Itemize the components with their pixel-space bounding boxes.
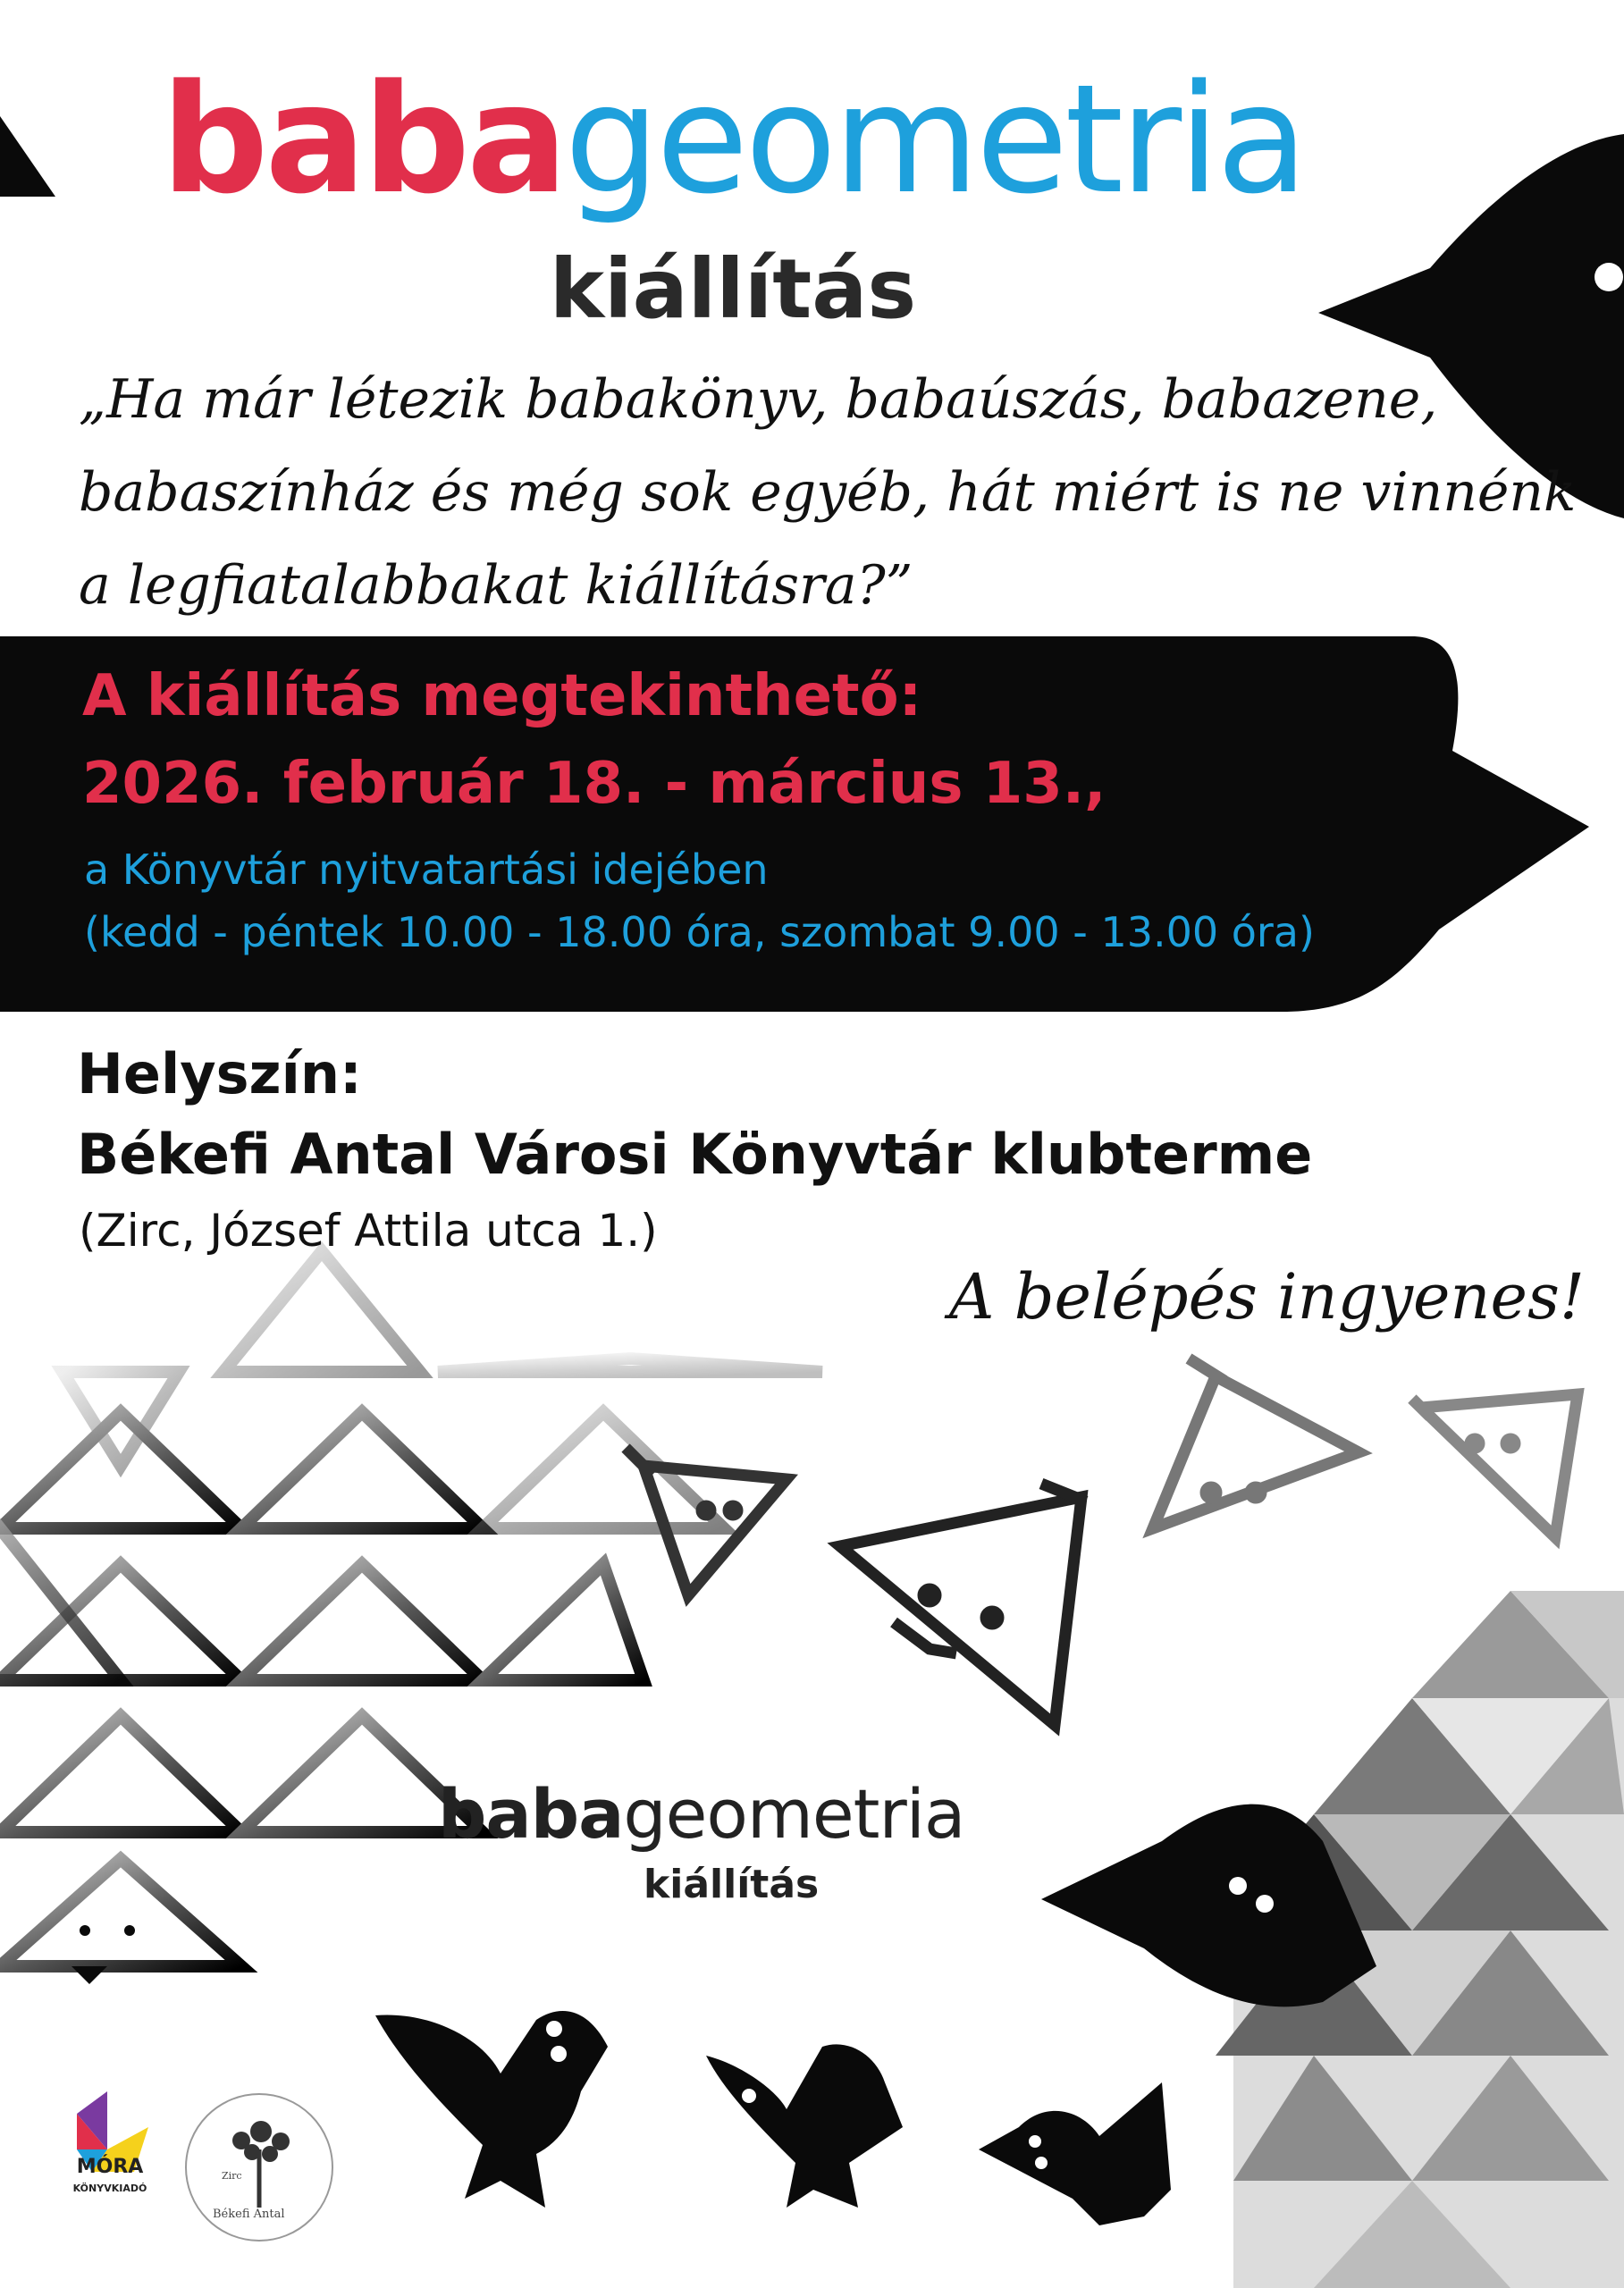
quote-line: a legfiatalabbakat kiállításra?”	[79, 554, 913, 617]
seal-city: Zirc	[222, 2170, 242, 2182]
lattice-bird-dots	[72, 1925, 135, 1984]
banner-hours: (kedd - péntek 10.00 - 18.00 óra, szombat 9.00 - 13.00 óra)	[84, 908, 1315, 956]
flying-birds	[375, 2011, 1171, 2225]
mora-name: MÓRA	[76, 2156, 144, 2178]
quote-line: babaszínház és még sok egyéb, hát miért is ne vinnénk	[79, 461, 1577, 524]
footer-title-geometria: geometria	[623, 1774, 965, 1854]
footer-logo-title	[438, 1774, 964, 1854]
poster-subtitle: kiállítás	[549, 241, 917, 337]
free-entry-note: A belépés ingyenes!	[948, 1260, 1585, 1333]
title-geometria: geometria	[564, 52, 1305, 227]
location-name: Békefi Antal Városi Könyvtár klubterme	[77, 1122, 1313, 1187]
location-address: (Zirc, József Attila utca 1.)	[79, 1205, 658, 1257]
poster-title	[0, 52, 1466, 227]
outline-birds	[626, 1358, 1578, 1725]
quote-block	[79, 353, 1576, 632]
banner-dates: 2026. február 18. - március 13.,	[82, 751, 1107, 817]
banner-heading: A kiállítás megtekinthető:	[82, 663, 922, 729]
quote-line: „Ha már létezik babakönyv, babaúszás, babazene,	[79, 368, 1438, 431]
location-label: Helyszín:	[77, 1041, 362, 1106]
title-baba: baba	[161, 52, 565, 227]
footer-title-baba: baba	[438, 1774, 624, 1854]
triangle-lattice	[0, 1251, 822, 1966]
banner-note: a Könyvtár nyitvatartási idejében	[84, 845, 769, 894]
footer-logo-subtitle: kiállítás	[644, 1862, 820, 1907]
mora-subtitle: KÖNYVKIADÓ	[72, 2183, 147, 2194]
seal-name: Békefi Antal	[213, 2208, 285, 2221]
